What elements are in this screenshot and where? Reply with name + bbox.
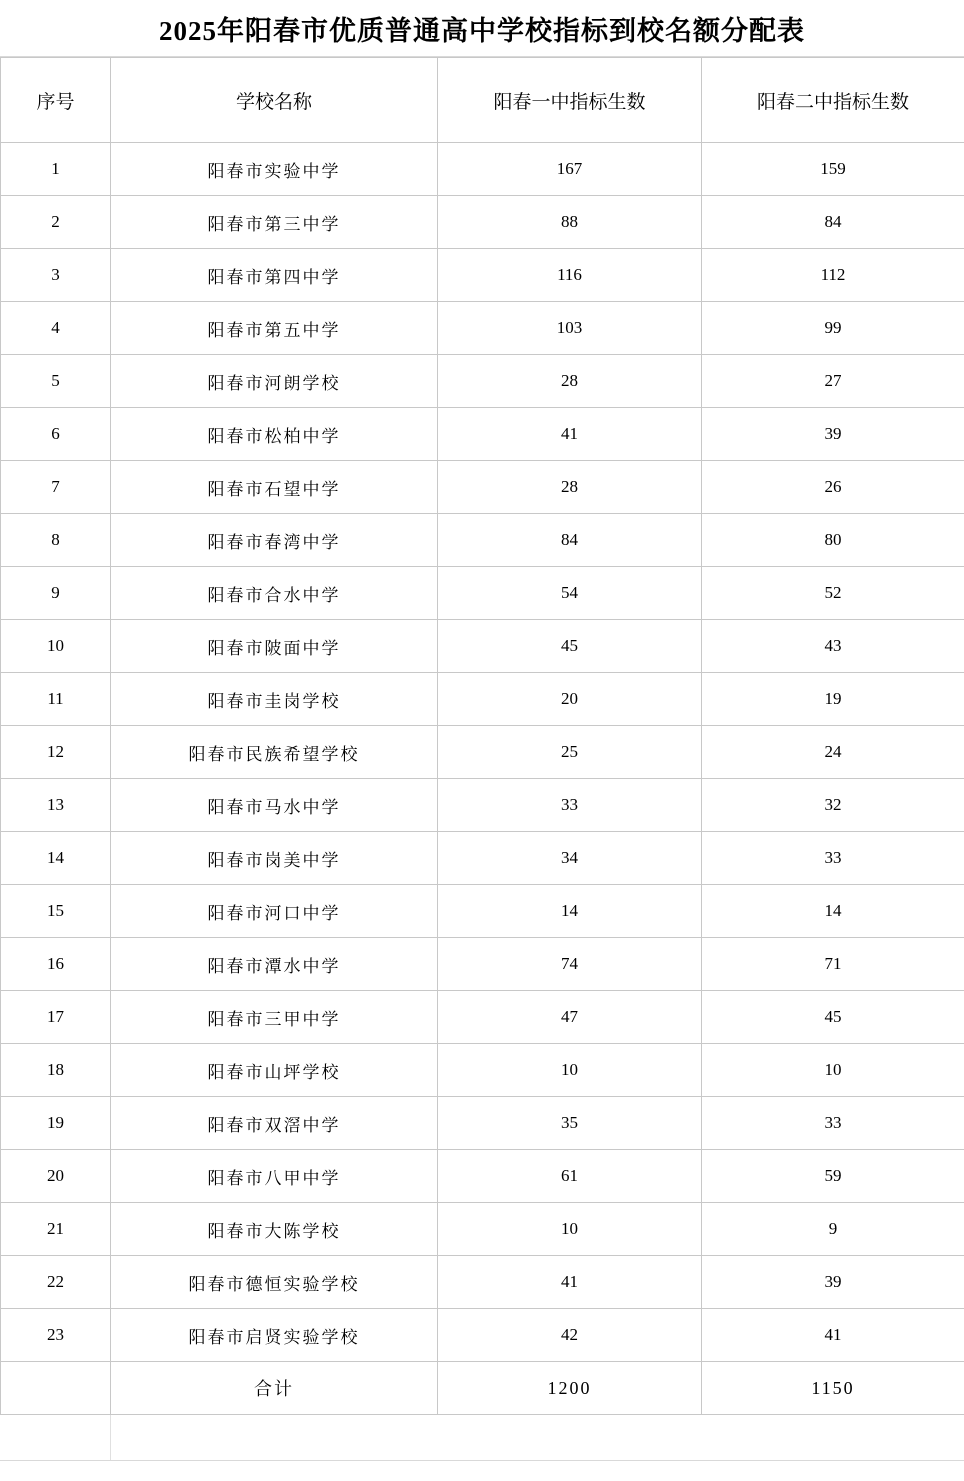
cell-index[interactable]: 6 [1,408,111,461]
cell-yangchun-no1[interactable]: 41 [438,408,702,461]
table-row[interactable] [1,673,964,726]
cell-yangchun-no1[interactable]: 103 [438,302,702,355]
cell-index[interactable]: 1 [1,143,111,196]
table-body [1,58,964,1415]
cell-index[interactable]: 5 [1,355,111,408]
cell-total-label[interactable]: 合计 [111,1362,438,1415]
cell-school[interactable]: 阳春市双滘中学 [111,1097,438,1150]
cell-school[interactable]: 阳春市启贤实验学校 [111,1309,438,1362]
cell-school[interactable]: 阳春市春湾中学 [111,514,438,567]
cell-yangchun-no1[interactable]: 45 [438,620,702,673]
cell-school[interactable]: 阳春市河口中学 [111,885,438,938]
cell-index[interactable]: 7 [1,461,111,514]
cell-yangchun-no2[interactable]: 43 [702,620,964,673]
cell-yangchun-no2[interactable]: 24 [702,726,964,779]
cell-yangchun-no1[interactable]: 74 [438,938,702,991]
column-header-index: 序号 [1,58,111,143]
cell-yangchun-no1[interactable]: 54 [438,567,702,620]
cell-yangchun-no1[interactable]: 61 [438,1150,702,1203]
cell-index[interactable]: 19 [1,1097,111,1150]
cell-yangchun-no2[interactable]: 52 [702,567,964,620]
table-row[interactable] [1,567,964,620]
cell-yangchun-no2[interactable]: 32 [702,779,964,832]
cell-index[interactable]: 3 [1,249,111,302]
cell-yangchun-no2[interactable]: 14 [702,885,964,938]
table-row[interactable] [1,1044,964,1097]
cell-index[interactable]: 10 [1,620,111,673]
cell-yangchun-no2[interactable]: 10 [702,1044,964,1097]
cell-yangchun-no2[interactable]: 39 [702,1256,964,1309]
cell-school[interactable]: 阳春市松柏中学 [111,408,438,461]
title-row [0,0,964,57]
cell-index[interactable]: 9 [1,567,111,620]
cell-yangchun-no2[interactable]: 27 [702,355,964,408]
table-row[interactable] [1,1256,964,1309]
cell-index[interactable]: 23 [1,1309,111,1362]
cell-yangchun-no2[interactable]: 159 [702,143,964,196]
table-row[interactable] [1,832,964,885]
cell-index[interactable]: 2 [1,196,111,249]
cell-yangchun-no1[interactable]: 167 [438,143,702,196]
cell-school[interactable]: 阳春市第五中学 [111,302,438,355]
cell-school[interactable]: 阳春市大陈学校 [111,1203,438,1256]
cell-school[interactable]: 阳春市陂面中学 [111,620,438,673]
table-row[interactable] [1,726,964,779]
cell-index[interactable]: 20 [1,1150,111,1203]
cell-yangchun-no2[interactable]: 33 [702,832,964,885]
cell-index[interactable]: 4 [1,302,111,355]
cell-index[interactable]: 13 [1,779,111,832]
cell-school[interactable]: 阳春市岗美中学 [111,832,438,885]
cell-index[interactable]: 18 [1,1044,111,1097]
allocation-table [0,57,964,1415]
table-row[interactable] [1,143,964,196]
cell-yangchun-no2[interactable]: 99 [702,302,964,355]
page-title: 2025年阳春市优质普通高中学校指标到校名额分配表 [159,9,805,48]
table-row[interactable] [1,1203,964,1256]
cell-yangchun-no1[interactable]: 34 [438,832,702,885]
cell-yangchun-no1[interactable]: 14 [438,885,702,938]
cell-index[interactable]: 15 [1,885,111,938]
table-row[interactable] [1,302,964,355]
cell-school[interactable]: 阳春市潭水中学 [111,938,438,991]
table-row[interactable] [1,885,964,938]
cell-index[interactable] [1,1362,111,1415]
cell-school[interactable]: 阳春市三甲中学 [111,991,438,1044]
cell-yangchun-no1[interactable]: 47 [438,991,702,1044]
table-header-row [1,58,964,143]
table-row[interactable] [1,1150,964,1203]
cell-yangchun-no1[interactable]: 20 [438,673,702,726]
cell-index[interactable]: 17 [1,991,111,1044]
table-row[interactable] [1,461,964,514]
table-row[interactable] [1,991,964,1044]
table-row[interactable] [1,1097,964,1150]
cell-school[interactable]: 阳春市山坪学校 [111,1044,438,1097]
sheet-tail [0,1461,964,1481]
table-total-row[interactable] [1,1362,964,1415]
cell-yangchun-no2[interactable]: 33 [702,1097,964,1150]
cell-index[interactable]: 11 [1,673,111,726]
column-divider [110,1415,111,1460]
table-row[interactable] [1,249,964,302]
cell-index[interactable]: 12 [1,726,111,779]
cell-yangchun-no2[interactable]: 59 [702,1150,964,1203]
table-row[interactable] [1,938,964,991]
cell-school[interactable]: 阳春市河朗学校 [111,355,438,408]
cell-yangchun-no2[interactable]: 39 [702,408,964,461]
cell-yangchun-no2[interactable]: 9 [702,1203,964,1256]
cell-yangchun-no1[interactable]: 28 [438,355,702,408]
cell-yangchun-no1[interactable]: 84 [438,514,702,567]
table-row[interactable] [1,355,964,408]
cell-yangchun-no2[interactable]: 112 [702,249,964,302]
table-row[interactable] [1,408,964,461]
cell-yangchun-no1[interactable]: 25 [438,726,702,779]
cell-index[interactable]: 22 [1,1256,111,1309]
cell-school[interactable]: 阳春市民族希望学校 [111,726,438,779]
cell-school[interactable]: 阳春市第三中学 [111,196,438,249]
cell-yangchun-no1[interactable]: 33 [438,779,702,832]
table-row[interactable] [1,196,964,249]
table-row[interactable] [1,514,964,567]
cell-yangchun-no1[interactable]: 10 [438,1044,702,1097]
cell-school[interactable]: 阳春市第四中学 [111,249,438,302]
cell-index[interactable]: 8 [1,514,111,567]
cell-yangchun-no2[interactable]: 71 [702,938,964,991]
cell-school[interactable]: 阳春市圭岗学校 [111,673,438,726]
table-row[interactable] [1,1309,964,1362]
cell-school[interactable]: 阳春市合水中学 [111,567,438,620]
cell-school[interactable]: 阳春市八甲中学 [111,1150,438,1203]
cell-index[interactable]: 14 [1,832,111,885]
column-header-school: 学校名称 [111,58,438,143]
cell-index[interactable]: 16 [1,938,111,991]
blank-row[interactable] [0,1415,964,1461]
column-header-yangchun-no2: 阳春二中指标生数 [702,58,964,143]
cell-yangchun-no2[interactable]: 80 [702,514,964,567]
cell-yangchun-no2[interactable]: 41 [702,1309,964,1362]
cell-total-yangchun-no1[interactable]: 1200 [438,1362,702,1415]
cell-yangchun-no2[interactable]: 26 [702,461,964,514]
cell-yangchun-no1[interactable]: 28 [438,461,702,514]
column-header-yangchun-no1: 阳春一中指标生数 [438,58,702,143]
cell-yangchun-no1[interactable]: 88 [438,196,702,249]
cell-school[interactable]: 阳春市德恒实验学校 [111,1256,438,1309]
cell-index[interactable]: 21 [1,1203,111,1256]
cell-yangchun-no1[interactable]: 35 [438,1097,702,1150]
table-row[interactable] [1,620,964,673]
cell-school[interactable]: 阳春市实验中学 [111,143,438,196]
cell-yangchun-no1[interactable]: 41 [438,1256,702,1309]
cell-yangchun-no2[interactable]: 84 [702,196,964,249]
cell-yangchun-no2[interactable]: 19 [702,673,964,726]
cell-yangchun-no1[interactable]: 116 [438,249,702,302]
cell-school[interactable]: 阳春市石望中学 [111,461,438,514]
cell-yangchun-no1[interactable]: 42 [438,1309,702,1362]
cell-yangchun-no2[interactable]: 45 [702,991,964,1044]
cell-total-yangchun-no2[interactable]: 1150 [702,1362,964,1415]
cell-yangchun-no1[interactable]: 10 [438,1203,702,1256]
table-row[interactable] [1,779,964,832]
cell-school[interactable]: 阳春市马水中学 [111,779,438,832]
